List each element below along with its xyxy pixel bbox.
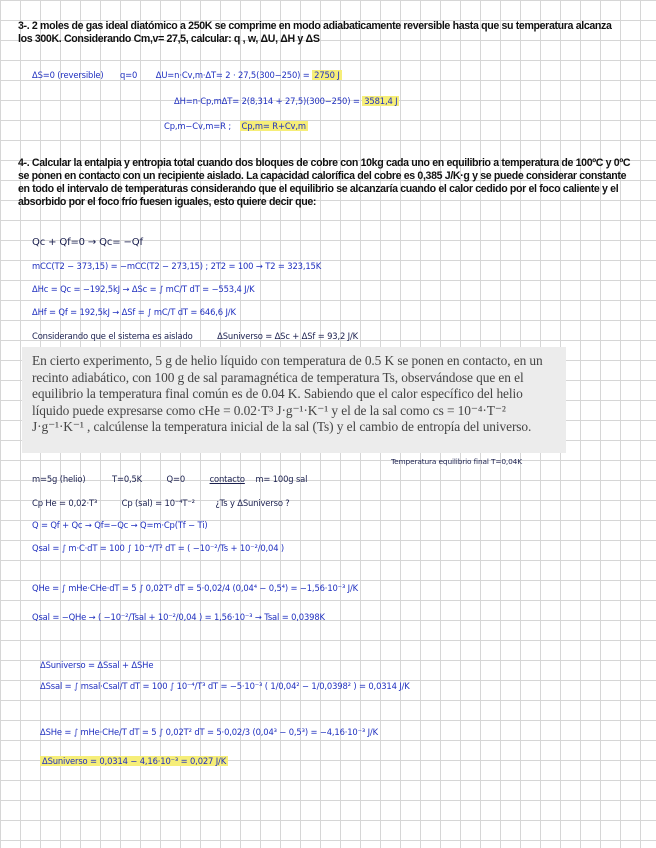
p5-universe-entropy: ΔSuniverso = 0,0314 − 4,16·10⁻³ = 0,027 J/K (42, 756, 227, 766)
problem-3-statement: 3-. 2 moles de gas ideal diatómico a 250K se comprime en modo adiabaticamente reversible hasta que su temperatura alcanza los 300K. Considerando Cm,v= 27,5, calcular: q , w, ΔU, ΔH y ΔS (18, 20, 612, 45)
p5-line-6: Qsal = −QHe → ( −10⁻²/Tsal + 10⁻²/0,04 ) = 1,56·10⁻³ → Tsal = 0,0398K (32, 612, 325, 622)
p5-line-7: ΔSuniverso = ΔSsal + ΔSHe (40, 660, 154, 670)
p5-helium-temp: T=0,5K (111, 474, 143, 484)
p5-line-4: Qsal = ∫ m·C·dT = 100 ∫ 10⁻⁴/T² dT = ( −10⁻²/Ts + 10⁻²/0,04 ) (32, 543, 285, 553)
p3-dh: ΔH=n·Cp,mΔT= 2(8,314 + 27,5)(300−250) = (174, 96, 360, 106)
p4-isolated-note: Considerando que el sistema es aislado (32, 331, 193, 341)
p3-enthalpy-line (174, 96, 399, 106)
p5-line-9: ΔSHe = ∫ mHe·CHe/T dT = 5 ∫ 0,02T² dT = 5·0,02/3 (0,04³ − 0,5³) = −4,16·10⁻³ J/K (40, 727, 378, 737)
p4-line-2: mCC(T2 − 373,15) = −mCC(T2 − 273,15) ; 2T2 = 100 → T2 = 323,15K (32, 261, 322, 271)
p5-cp-salt: Cp (sal) = 10⁻⁴T⁻² (121, 498, 195, 508)
p4-line-1: Qc + Qf=0 → Qc= −Qf (32, 237, 143, 248)
p5-line-10 (40, 756, 228, 766)
problem-5-statement: En cierto experimento, 5 g de helio líquido con temperatura de 0.5 K se ponen en contacto, en un recinto adiabático, con 100 g de sal paramagnética de temperatura Ts, observándose que en el equilibrio la temperatura final común es de 0.04 K. Sabiendo que el calor específico del helio líquido puede expresarse como cHe = 0.02·T³ J·g⁻¹·K⁻¹ y el de la sal como cs = 10⁻⁴·T⁻² J·g⁻¹·K⁻¹ , calcúlense la temperatura inicial de la sal (Ts) y el cambio de entropía del universo. (32, 353, 543, 435)
p3-dh-result: 3581,4 J (364, 96, 398, 106)
p5-equilibrium-note: Temperatura equilibrio final T=0,04K (391, 457, 522, 466)
p3-relation-line (164, 121, 308, 131)
p4-line-3: ΔHc = Qc = −192,5kJ → ΔSc = ∫ mC/T dT = −553,4 J/K (32, 284, 255, 294)
p5-cp-helium: Cp He = 0,02·T³ (32, 498, 98, 508)
problem-5-statement-box (22, 347, 566, 453)
p5-line-8: ΔSsal = ∫ msal·Csal/T dT = 100 ∫ 10⁻⁴/T³ dT = −5·10⁻³ ( 1/0,04² − 1/0,0398² ) = 0,0314 J/K (40, 681, 410, 691)
p5-salt-mass: m= 100g sal (255, 474, 308, 484)
p5-q-zero: Q=0 (166, 474, 186, 484)
p3-ds: ΔS=0 (reversible) (32, 70, 104, 80)
p4-line-4: ΔHf = Qf = 192,5kJ → ΔSf = ∫ mC/T dT = 646,6 J/K (32, 307, 236, 317)
p3-q: q=0 (120, 70, 138, 80)
p4-line-5 (32, 331, 358, 341)
p4-universe-entropy: ΔSuniverso = ΔSc + ΔSf = 93,2 J/K (217, 331, 359, 341)
p5-line-2 (32, 498, 290, 508)
p5-line-1 (32, 474, 307, 484)
p3-du: ΔU=n·Cv,m·ΔT= 2 · 27,5(300−250) = (155, 70, 310, 80)
p5-question: ¿Ts y ΔSuniverso ? (215, 498, 290, 508)
p3-du-result: 2750 J (314, 70, 340, 80)
p5-helium-mass: m=5g (helio) (32, 474, 86, 484)
p3-rel-b: Cp,m= R+Cv,m (241, 121, 306, 131)
p5-line-3: Q = Qf + Qc → Qf=−Qc → Q=m·Cp(Tf − Ti) (32, 520, 208, 530)
p5-contact: contacto (209, 474, 245, 484)
p5-line-5: QHe = ∫ mHe·CHe·dT = 5 ∫ 0,02T³ dT = 5·0,02/4 (0,04⁴ − 0,5⁴) = −1,56·10⁻³ J/K (32, 583, 358, 593)
problem-4-statement: 4-. Calcular la entalpia y entropia total cuando dos bloques de cobre con 10kg cada uno en equilibrio a temperatura de 100ºC y 0ºC se ponen en contacto con un recipiente aislado. La capacidad calorífica del cobre es 0,385 J/K·g y se puede considerar constante en todo el intervalo de temperaturas considerando que el equilibrio se alcanzaría cuando el calor cedido por el foco caliente y el absorbido por el foco frío fuesen iguales, esto quiere decir que: (18, 157, 631, 208)
p3-rel-a: Cp,m−Cv,m=R ; (164, 121, 231, 131)
p3-entropy-line (32, 70, 342, 80)
